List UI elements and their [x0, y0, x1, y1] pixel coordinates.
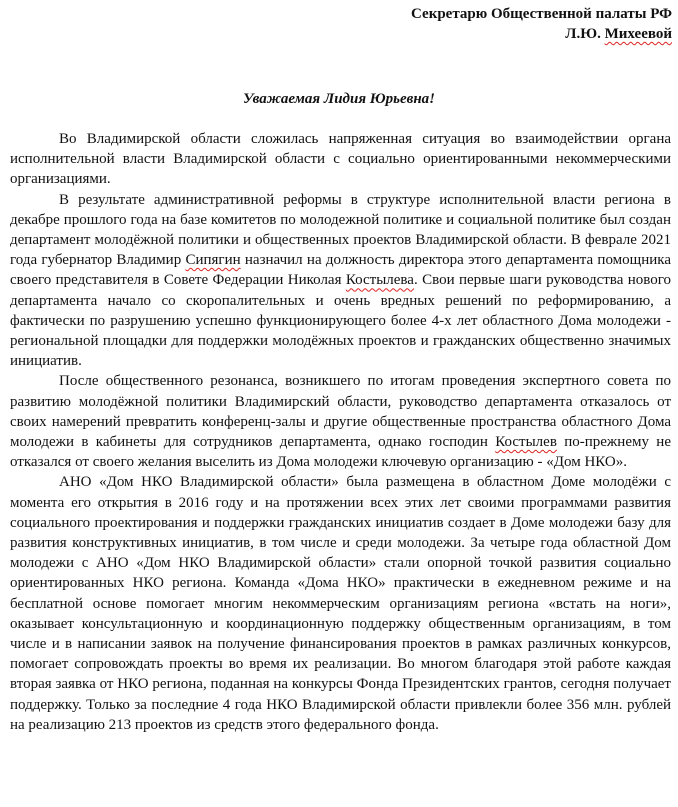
paragraph-3-part1: После общественного резонанса, возникшего по итогам проведения экспертного совета по развитию молодёжной политики Владимирский области, руководство департамента отказалось от своих намерений превратить конференц-залы и другие общественные пространства областного Дома молодежи в кабинеты для сотрудников департамента, однако господин [10, 373, 671, 451]
addressee-surname: Михеевой [604, 26, 672, 42]
spellcheck-word-sipyagin: Сипягин [185, 252, 241, 269]
addressee-block [411, 4, 672, 44]
paragraph-3 [10, 371, 671, 472]
paragraph-2-part1: В результате административной реформы в структуре исполнительной власти региона в декабре прошлого года на базе комитетов по молодежной политике и социальной политике был создан департамент молодёжной политики и общественных проектов Владимирской области. В феврале 2021 года губернатор Владимир [10, 191, 671, 269]
letter-body [10, 129, 671, 735]
paragraph-2 [10, 190, 671, 372]
paragraph-3-part2: по-прежнему не отказался от своего желания выселить из Дома молодежи ключевую организацию - «Дом НКО». [10, 434, 671, 471]
paragraph-2-part3: . Свои первые шаги руководства нового департамента начало со скоропалительных и очень вредных решений по реформированию, а фактически по разрушению успешно функционирующего более 4-х лет областного Дома молодежи - региональной площадки для поддержки молодёжных проектов и гражданских общественно значимых инициатив. [10, 272, 671, 370]
addressee-name-line [411, 24, 672, 44]
paragraph-4: АНО «Дом НКО Владимирской области» была размещена в областном Доме молодёжи с момента его открытия в 2016 году и на протяжении всех этих лет своими программами развития социального проектирования и поддержки гражданских инициатив создает в Доме молодежи базу для развития конструктивных инициатив, в том числе и среди молодежи. За четыре года областной Дом молодежи с АНО «Дом НКО Владимирской области» стали опорной точкой развития социально ориентированных НКО региона. Команда «Дома НКО» практически в ежедневном режиме и на бесплатной основе помогает многим некоммерческим организациям региона «встать на ноги», оказывает консультационную и координационную поддержку общественным организациям, в том числе и в написании заявок на получение финансирования проектов в рамках различных конкурсов, помогает сопровождать проекты во время их реализации. Во многом благодаря этой работе каждая вторая заявка от НКО региона, поданная на конкурсы Фонда Президентских грантов, сегодня получает поддержку. Только за последние 4 года НКО Владимирской области привлекли более 356 млн. рублей на реализацию 213 проектов из средств этого федерального фонда. [10, 474, 671, 733]
paragraph-2-part2: назначил на должность директора этого департамента помощника своего представителя в Совете Федерации Николая [10, 252, 671, 289]
addressee-initials: Л.Ю. [565, 26, 605, 42]
spellcheck-word-kostylev: Костылев [495, 434, 557, 451]
addressee-title: Секретарю Общественной палаты РФ [411, 6, 672, 22]
salutation: Уважаемая Лидия Юрьевна! [242, 91, 436, 107]
spellcheck-word-kostyleva: Костылева [345, 272, 414, 289]
paragraph-1: Во Владимирской области сложилась напряженная ситуация во взаимодействии органа исполнительной власти Владимирской области с социально ориентированными некоммерческими организациями. [10, 131, 671, 188]
